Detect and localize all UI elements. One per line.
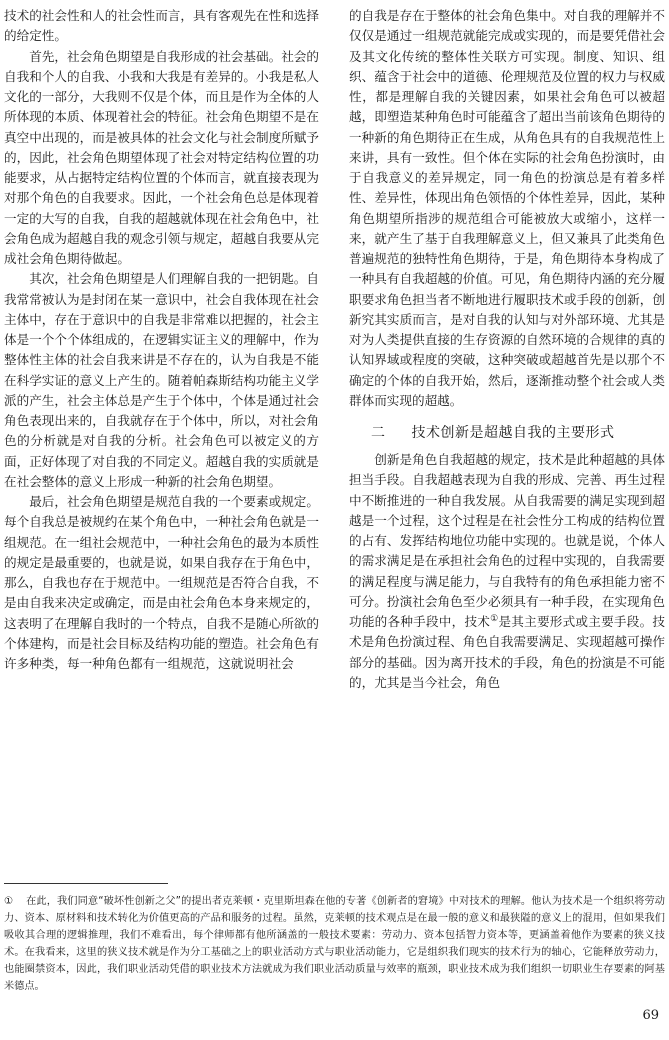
- page-number: 69: [642, 1008, 659, 1023]
- section-title: 技术创新是超越自我的主要形式: [411, 425, 615, 441]
- footnote-mark: ①: [4, 896, 14, 907]
- paragraph: 最后，社会角色期望是规范自我的一个要素或规定。每个自我总是被规约在某个角色中，一种社会角色就是一组规范。在一组社会规范中，一种社会角色的最为本质性的规定是最重要的，也就是说，如果自我存在于角色中，那么，自我也存在于规范中。一组规范是否符合自我，不是由自我来决定或确定，而是由社会角色本身来规定的，这表明了在理解自我时的一个特点，自我不是随心所欲的个体建构，而是社会目标及结构功能的塑造。社会角色有许多种类，每一种角色都有一组规范，这就说明社会: [4, 494, 319, 671]
- paragraph: 技术的社会性和人的社会性而言，具有客观先在性和选择的给定性。: [4, 8, 319, 44]
- paragraph: 首先，社会角色期望是自我形成的社会基础。社会的自我和个人的自我、小我和大我是有差异的。小我是私人文化的一部分，大我则不仅是个体，而且是作为全体的人所体现的本质、体现着社会的特征。社会角色期望不是在真空中出现的，而是被具体的社会文化与社会制度所赋予的，因此，社会角色期望体现了社会对特定结构位置的功能要求，从占据特定结构位置的个体而言，就直接表现为对那个角色的自我要求。因此，一个社会角色总是体现着一定的大写的自我，自我的超越就体现在社会角色中，社会角色成为超越自我的观念引领与规定，超越自我要从完成社会角色期待做起。: [4, 48, 319, 266]
- section-heading: [349, 422, 665, 444]
- paragraph-text: 是其主要形式或主要手段。技术是角色扮演过程、角色自我需要满足、实现超越可操作部分的基础。因为离开技术的手段，角色的扮演是不可能的，尤其是当今社会，角色: [349, 614, 666, 690]
- footnote-text: 在此，我们同意“破坏性创新之父”的提出者克莱顿・克里斯坦森在他的专著《创新者的窘境》中对技术的理解。他认为技术是一个组织将劳动力、资本、原材料和技术转化为价值更高的产品和服务的过程。虽然，克莱顿的技术观点是在最一般的意义和最狭隘的意义上的混用，但如果我们吸收其合理的逻辑推理，我们不难看出，每个律师都有他所涵盖的一般技术要素：劳动力、资本包括智力资本等，更涵盖着他作为要素的狭义技术。在我看来，这里的狭义技术就是作为分工基础之上的职业活动方式与职业活动能力，它是组织我们现实的技术行为的轴心，它能释放劳动力，也能圈禁资本，因此，我们职业活动凭借的职业技术方法就成为我们职业活动质量与效率的瓶颈，职业技术成为我们组织一切职业生存要素的阿基米德点。: [4, 896, 665, 992]
- footnote-reference[interactable]: ①: [490, 613, 499, 624]
- paragraph: 其次，社会角色期望是人们理解自我的一把钥匙。自我常常被认为是封闭在某一意识中，社会自我体现在社会主体中，存在于意识中的自我是非常难以把握的，社会主体是一个个个体组成的，在逻辑实证主义的理解中，作为整体性主体的社会自我来讲是不存在的，认为自我是不能在科学实证的意义上产生的。随着帕森斯结构功能主义学派的产生，社会主体总是产生于个体中，个体是通过社会角色表现出来的，自我就存在于个体中，所以，对社会角色的分析就是对自我的分析。社会角色可以被定义的方面，正好体现了对自我的不同定义。超越自我的实质就是在社会整体的意义上形成一种新的社会角色期望。: [4, 271, 319, 489]
- paragraph: [349, 450, 665, 693]
- section-number: 二: [371, 425, 386, 441]
- left-column: [4, 6, 319, 674]
- paragraph-text: 创新是角色自我超越的规定，技术是此种超越的具体担当手段。自我超越表现为自我的形成、完善、再生过程中不断推进的一种自我发展。从自我需要的满足实现到超越是一个过程，这个过程是在社会性分工构成的结构位置的占有、发挥结构地位功能中实现的。也就是说，个体人的需求满足是在承担社会角色的过程中实现的，自我需要的满足程度与满足能力，与自我特有的角色承担能力密不可分。扮演社会角色至少必须具有一种手段，在实现角色功能的各种手段中，技术: [349, 452, 665, 629]
- paragraph: 的自我是存在于整体的社会角色集中。对自我的理解并不仅仅是通过一组规范就能完成或实现的，而是要凭借社会及其文化传统的整体性关联方可实现。制度、知识、组织、蕴含于社会中的道德、伦理规范及位置的权力与权威性，都是理解自我的关键因素，如果社会角色可以被超越，即塑造某种角色时可能蕴含了超出当前该角色期待的一种新的角色期待正在生成，从角色具有的自我规范性上来讲，具有一致性。但个体在实际的社会角色扮演时，由于自我意义的差异规定，同一角色的扮演总是有着多样性、差异性，体现出角色领悟的个体性差异，因此，某种角色期望所指涉的规范组合可能被放大或缩小，这样一来，就产生了基于自我理解意义上，但又兼具了此类角色普遍规范的独特性角色期待，于是，角色期待本身构成了一种具有自我超越的价值。可见，角色期待内涵的充分履职要求角色担当者不断地进行履职技术或手段的创新，创新究其实质而言，是对自我的认知与对外部环境、尤其是对为人类提供直接的生存资源的自然环境的合规律的真的认知界域或程度的突破，这种突破或超越首先是以那个不确定的个体的自我开始，然后，逐渐推动整个社会或人类群体而实现的超越。: [349, 8, 665, 408]
- footnote-divider: [4, 883, 168, 884]
- right-column: [349, 6, 665, 693]
- footnote: [4, 893, 665, 995]
